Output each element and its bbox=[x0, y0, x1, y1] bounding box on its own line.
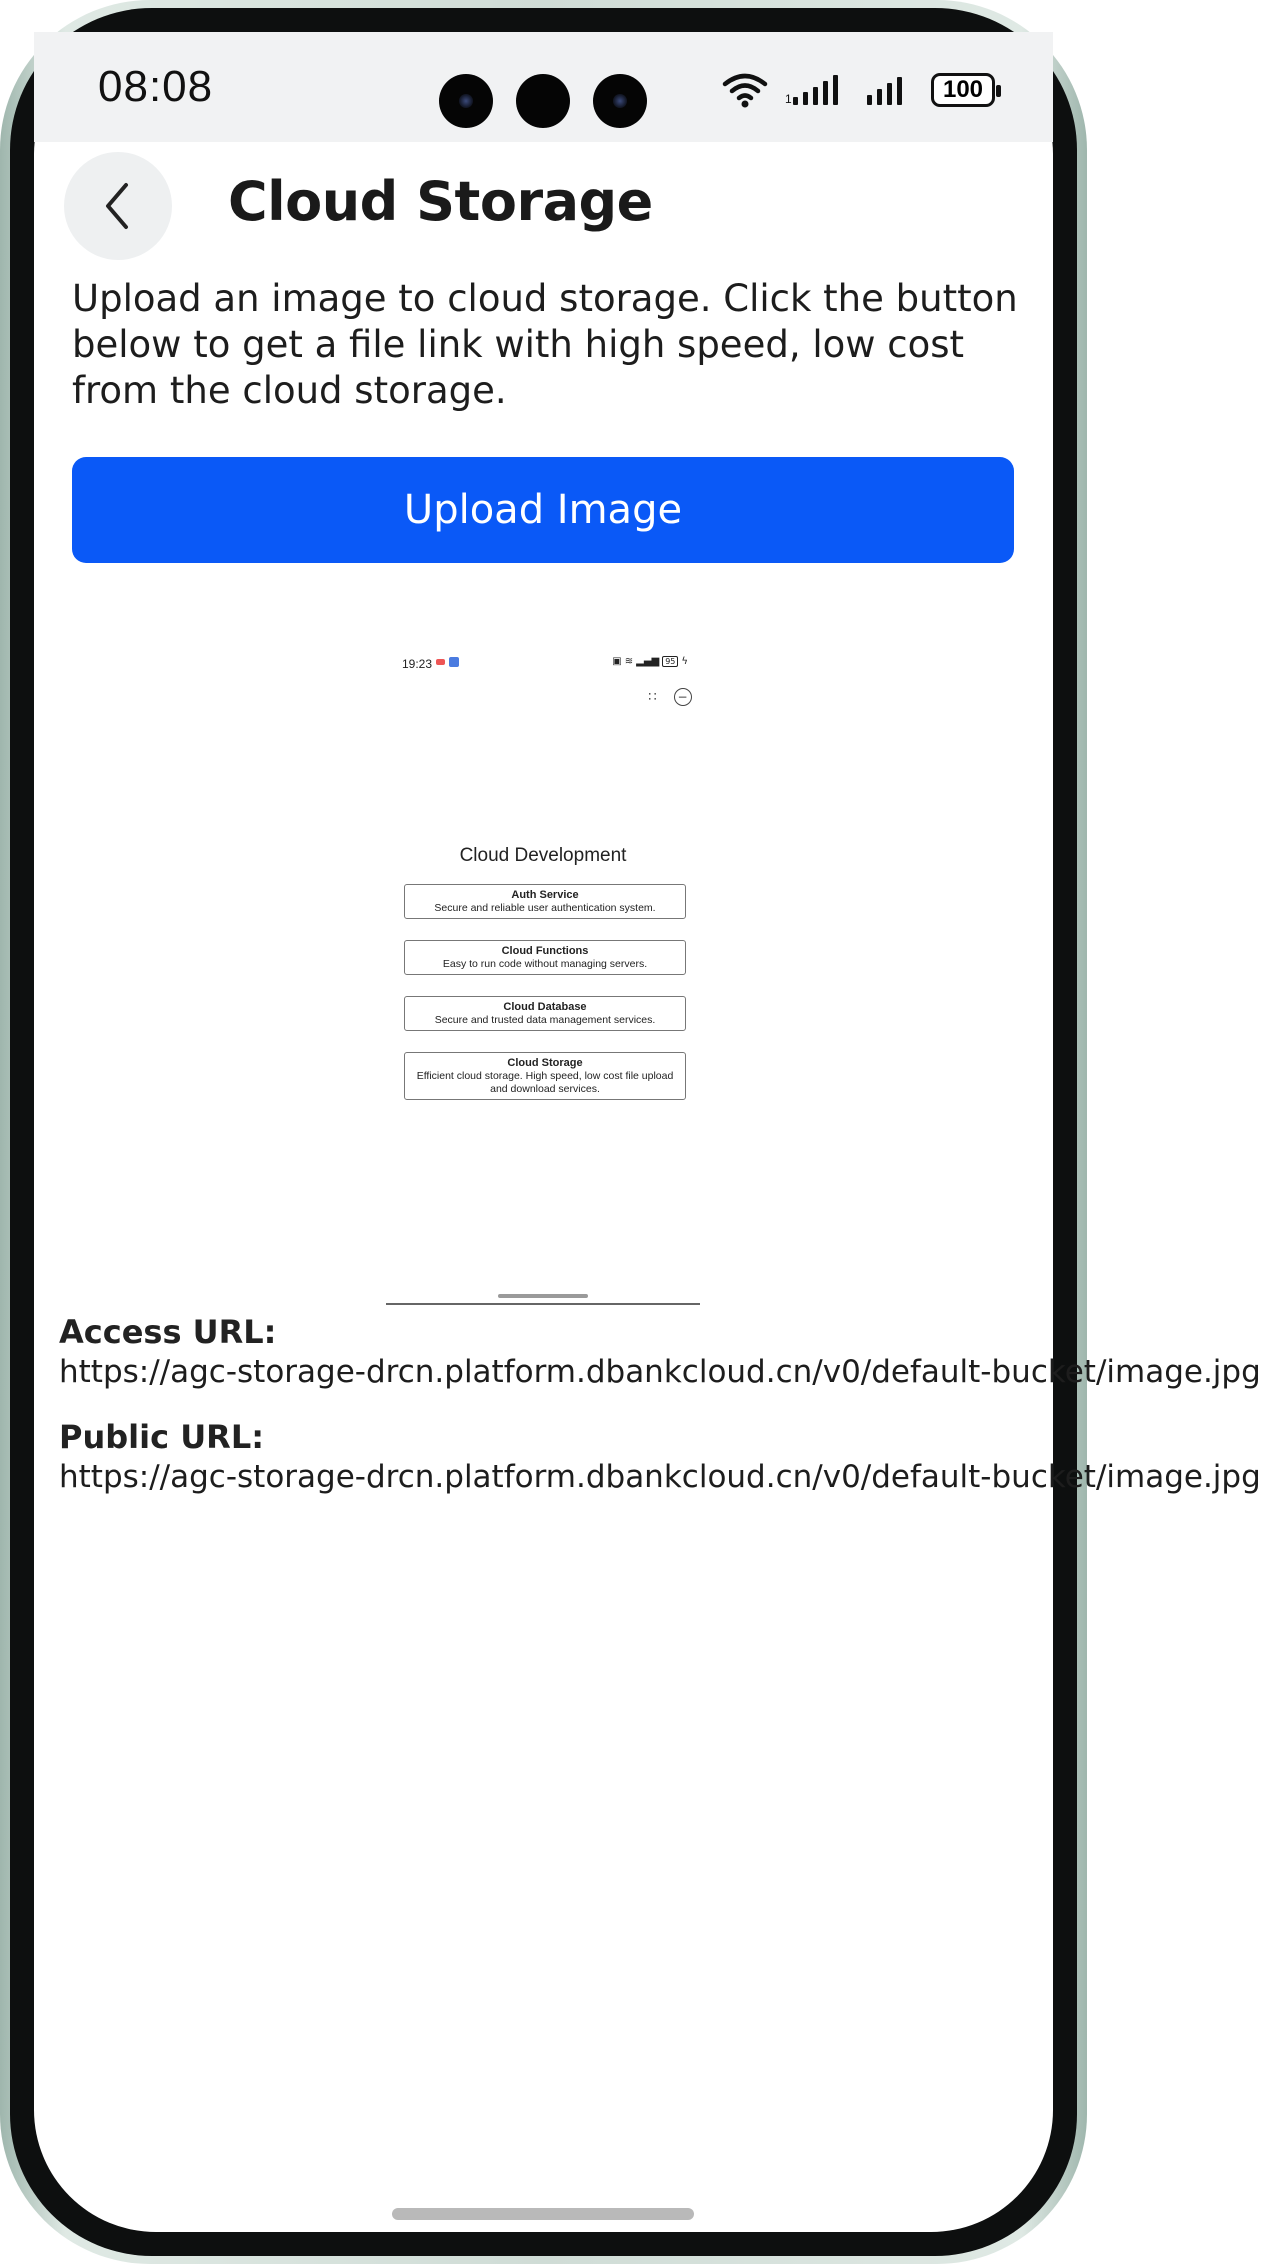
svg-text:1: 1 bbox=[785, 92, 792, 106]
preview-charging-icon: ϟ bbox=[681, 656, 688, 667]
preview-signal-icon: ▂▄▆ bbox=[636, 656, 660, 667]
description-text: Upload an image to cloud storage. Click the button below to get a file link with high speed, low cost from the cloud storage. bbox=[72, 277, 1018, 412]
preview-card bbox=[404, 996, 686, 1031]
public-url-label: Public URL: bbox=[59, 1418, 264, 1456]
signal-sim1-icon bbox=[785, 73, 847, 107]
front-sensor-icon bbox=[516, 74, 570, 128]
preview-card-title: Cloud Database bbox=[503, 1001, 587, 1013]
back-button[interactable] bbox=[64, 152, 172, 260]
preview-notification-icon bbox=[436, 659, 445, 665]
preview-card-title: Cloud Functions bbox=[501, 945, 589, 957]
signal-sim2-icon bbox=[865, 73, 913, 107]
preview-nfc-icon: ▣ bbox=[612, 656, 622, 667]
public-url-section bbox=[59, 1417, 1261, 1497]
upload-image-button[interactable]: Upload Image bbox=[72, 457, 1014, 563]
preview-status-time: 19:23 bbox=[402, 657, 433, 671]
preview-card bbox=[404, 940, 686, 975]
status-bar bbox=[34, 32, 1053, 142]
preview-card-desc: Secure and reliable user authentication system. bbox=[434, 902, 656, 914]
preview-title: Cloud Development bbox=[459, 845, 627, 866]
preview-app-icon bbox=[449, 657, 459, 667]
header bbox=[64, 152, 1024, 262]
chevron-left-icon bbox=[98, 181, 138, 231]
preview-system-icons bbox=[612, 656, 688, 667]
preview-close-icon: − bbox=[674, 688, 692, 706]
access-url-section bbox=[59, 1312, 1261, 1392]
access-url-label: Access URL: bbox=[59, 1313, 277, 1351]
front-camera-icon bbox=[593, 74, 647, 128]
status-time: 08:08 bbox=[98, 62, 214, 111]
page-title: Cloud Storage bbox=[228, 170, 653, 233]
preview-card-desc: Efficient cloud storage. High speed, low cost file upload and download services. bbox=[416, 1070, 674, 1095]
preview-card-desc: Easy to run code without managing servers. bbox=[442, 958, 648, 970]
uploaded-image-preview bbox=[386, 607, 700, 1305]
wifi-icon bbox=[723, 72, 767, 108]
preview-card bbox=[404, 884, 686, 919]
preview-card-title: Cloud Storage bbox=[507, 1057, 583, 1069]
preview-card-desc: Secure and trusted data management services. bbox=[434, 1014, 656, 1026]
screen bbox=[34, 32, 1261, 2232]
system-icons bbox=[723, 72, 995, 108]
preview-wifi-icon: ≋ bbox=[624, 656, 634, 667]
preview-capsule bbox=[640, 684, 700, 710]
home-indicator[interactable] bbox=[392, 2208, 694, 2220]
battery-icon: 100 bbox=[931, 73, 995, 107]
preview-card bbox=[404, 1052, 686, 1100]
access-url-value[interactable]: https://agc-storage-drcn.platform.dbankcloud.cn/v0/default-bucket/image.jpg bbox=[59, 1354, 1261, 1390]
preview-card-title: Auth Service bbox=[511, 889, 579, 901]
public-url-value[interactable]: https://agc-storage-drcn.platform.dbankcloud.cn/v0/default-bucket/image.jpg bbox=[59, 1459, 1261, 1495]
preview-battery-icon: 95 bbox=[662, 656, 678, 667]
front-camera-icon bbox=[439, 74, 493, 128]
preview-more-icon: ∷ bbox=[648, 689, 657, 705]
preview-home-indicator bbox=[498, 1294, 588, 1298]
